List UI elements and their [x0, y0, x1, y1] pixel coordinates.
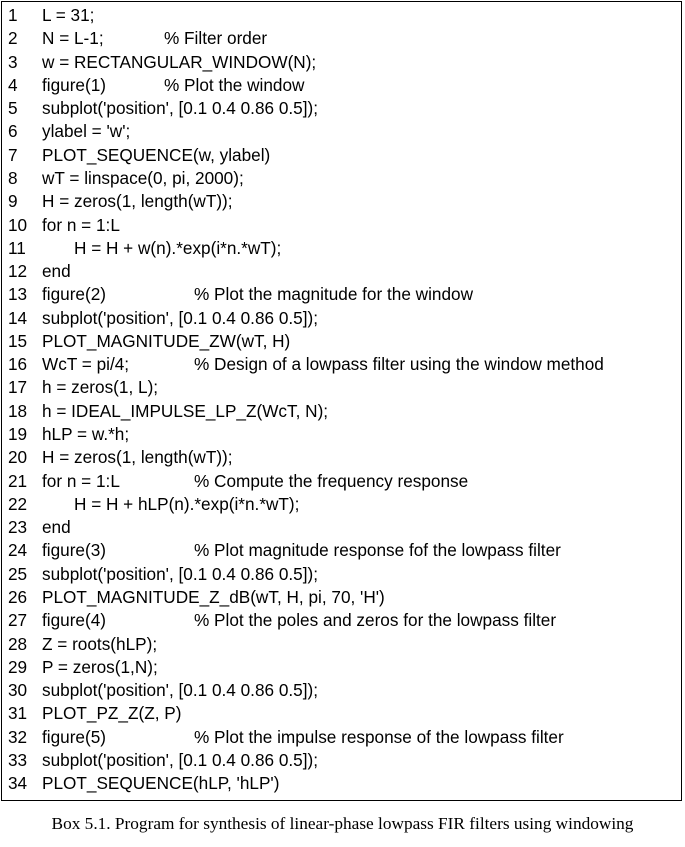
line-number: 31	[8, 703, 28, 724]
code-line	[2, 260, 681, 283]
code-statement: subplot('position', [0.1 0.4 0.86 0.5]);	[42, 98, 319, 119]
code-statement: Z = roots(hLP);	[42, 633, 158, 654]
code-statement: subplot('position', [0.1 0.4 0.86 0.5]);	[42, 749, 319, 770]
line-number: 9	[8, 191, 18, 212]
code-statement: h = zeros(1, L);	[42, 377, 159, 398]
line-number: 10	[8, 214, 28, 235]
code-comment: % Plot the magnitude for the window	[194, 284, 473, 305]
code-line	[2, 400, 681, 423]
code-statement: end	[42, 261, 71, 282]
line-number: 19	[8, 424, 28, 445]
code-line	[2, 539, 681, 562]
code-line	[2, 446, 681, 469]
line-number: 18	[8, 400, 28, 421]
code-line	[2, 4, 681, 27]
code-line	[2, 51, 681, 74]
code-line	[2, 749, 681, 772]
code-line	[2, 97, 681, 120]
code-line	[2, 609, 681, 632]
code-comment: % Plot the window	[164, 74, 305, 95]
code-statement: P = zeros(1,N);	[42, 656, 158, 677]
line-number: 24	[8, 540, 28, 561]
line-number: 23	[8, 517, 28, 538]
code-listing-box	[1, 1, 682, 801]
line-number: 14	[8, 307, 28, 328]
code-line	[2, 656, 681, 679]
code-line	[2, 74, 681, 97]
line-number: 21	[8, 470, 28, 491]
line-number: 33	[8, 749, 28, 770]
code-statement: subplot('position', [0.1 0.4 0.86 0.5]);	[42, 307, 319, 328]
line-number: 12	[8, 261, 28, 282]
code-statement: H = zeros(1, length(wT));	[42, 191, 233, 212]
code-statement: N = L-1;	[42, 28, 104, 49]
line-number: 26	[8, 587, 28, 607]
code-line	[2, 376, 681, 399]
line-number: 32	[8, 726, 28, 747]
code-comment: % Filter order	[164, 28, 268, 49]
code-statement: wT = linspace(0, pi, 2000);	[42, 167, 244, 188]
code-line	[2, 214, 681, 237]
code-comment: % Plot the impulse response of the lowpass filter	[194, 726, 564, 747]
code-line	[2, 27, 681, 50]
line-number: 1	[8, 5, 18, 25]
code-line	[2, 307, 681, 330]
line-number: 17	[8, 377, 28, 398]
line-number: 3	[8, 51, 18, 72]
code-statement: figure(5)	[42, 726, 106, 747]
code-line	[2, 237, 681, 260]
listing-caption: Box 5.1. Program for synthesis of linear-phase lowpass FIR filters using windowing	[51, 814, 634, 833]
line-number: 30	[8, 680, 28, 701]
code-statement: figure(4)	[42, 610, 106, 631]
code-statement: PLOT_SEQUENCE(hLP, 'hLP')	[42, 773, 280, 794]
line-number: 13	[8, 284, 28, 305]
line-number: 27	[8, 610, 28, 631]
code-statement: figure(1)	[42, 74, 106, 95]
line-number: 25	[8, 563, 28, 584]
code-comment: % Compute the frequency response	[194, 470, 469, 491]
line-number: 34	[8, 773, 28, 794]
code-line	[2, 633, 681, 656]
code-line	[2, 120, 681, 143]
line-number: 6	[8, 121, 18, 142]
code-comment: % Plot the poles and zeros for the lowpass filter	[194, 610, 557, 631]
code-statement: for n = 1:L	[42, 470, 120, 491]
code-line	[2, 353, 681, 376]
code-line	[2, 772, 681, 795]
code-line	[2, 679, 681, 702]
code-line	[2, 702, 681, 725]
line-number: 29	[8, 656, 28, 677]
code-comment: % Plot magnitude response fof the lowpass filter	[194, 540, 561, 561]
code-statement: subplot('position', [0.1 0.4 0.86 0.5]);	[42, 680, 319, 701]
line-number: 15	[8, 330, 28, 351]
code-statement: end	[42, 517, 71, 538]
code-statement: subplot('position', [0.1 0.4 0.86 0.5]);	[42, 563, 319, 584]
code-statement: H = H + hLP(n).*exp(i*n.*wT);	[74, 493, 300, 514]
code-statement: PLOT_MAGNITUDE_ZW(wT, H)	[42, 330, 291, 351]
code-statement: H = H + w(n).*exp(i*n.*wT);	[74, 237, 282, 258]
line-number: 4	[8, 74, 18, 95]
code-statement: H = zeros(1, length(wT));	[42, 447, 233, 468]
code-line	[2, 493, 681, 516]
code-statement: figure(2)	[42, 284, 106, 305]
line-number: 11	[8, 237, 26, 258]
code-comment: % Design of a lowpass filter using the window method	[194, 354, 604, 375]
line-number: 22	[8, 493, 28, 514]
code-line	[2, 586, 681, 609]
code-statement: for n = 1:L	[42, 214, 120, 235]
code-statement: PLOT_MAGNITUDE_Z_dB(wT, H, pi, 70, 'H')	[42, 587, 385, 607]
line-number: 16	[8, 354, 28, 375]
code-line	[2, 144, 681, 167]
code-statement: w = RECTANGULAR_WINDOW(N);	[42, 51, 317, 72]
code-statement: PLOT_SEQUENCE(w, ylabel)	[42, 144, 271, 165]
code-statement: ylabel = 'w';	[42, 121, 131, 142]
code-line	[2, 190, 681, 213]
code-line	[2, 726, 681, 749]
code-line	[2, 330, 681, 353]
code-line	[2, 423, 681, 446]
line-number: 28	[8, 633, 28, 654]
code-statement: WcT = pi/4;	[42, 354, 130, 375]
line-number: 5	[8, 98, 18, 119]
code-statement: PLOT_PZ_Z(Z, P)	[42, 703, 182, 724]
code-line	[2, 563, 681, 586]
code-line	[2, 516, 681, 539]
code-statement: L = 31;	[42, 5, 95, 25]
line-number: 8	[8, 167, 18, 188]
code-statement: h = IDEAL_IMPULSE_LP_Z(WcT, N);	[42, 400, 329, 421]
line-number: 7	[8, 144, 18, 165]
code-statement: hLP = w.*h;	[42, 424, 130, 445]
code-line	[2, 283, 681, 306]
code-line	[2, 167, 681, 190]
line-number: 2	[8, 28, 18, 49]
code-line	[2, 470, 681, 493]
code-statement: figure(3)	[42, 540, 106, 561]
line-number: 20	[8, 447, 28, 468]
